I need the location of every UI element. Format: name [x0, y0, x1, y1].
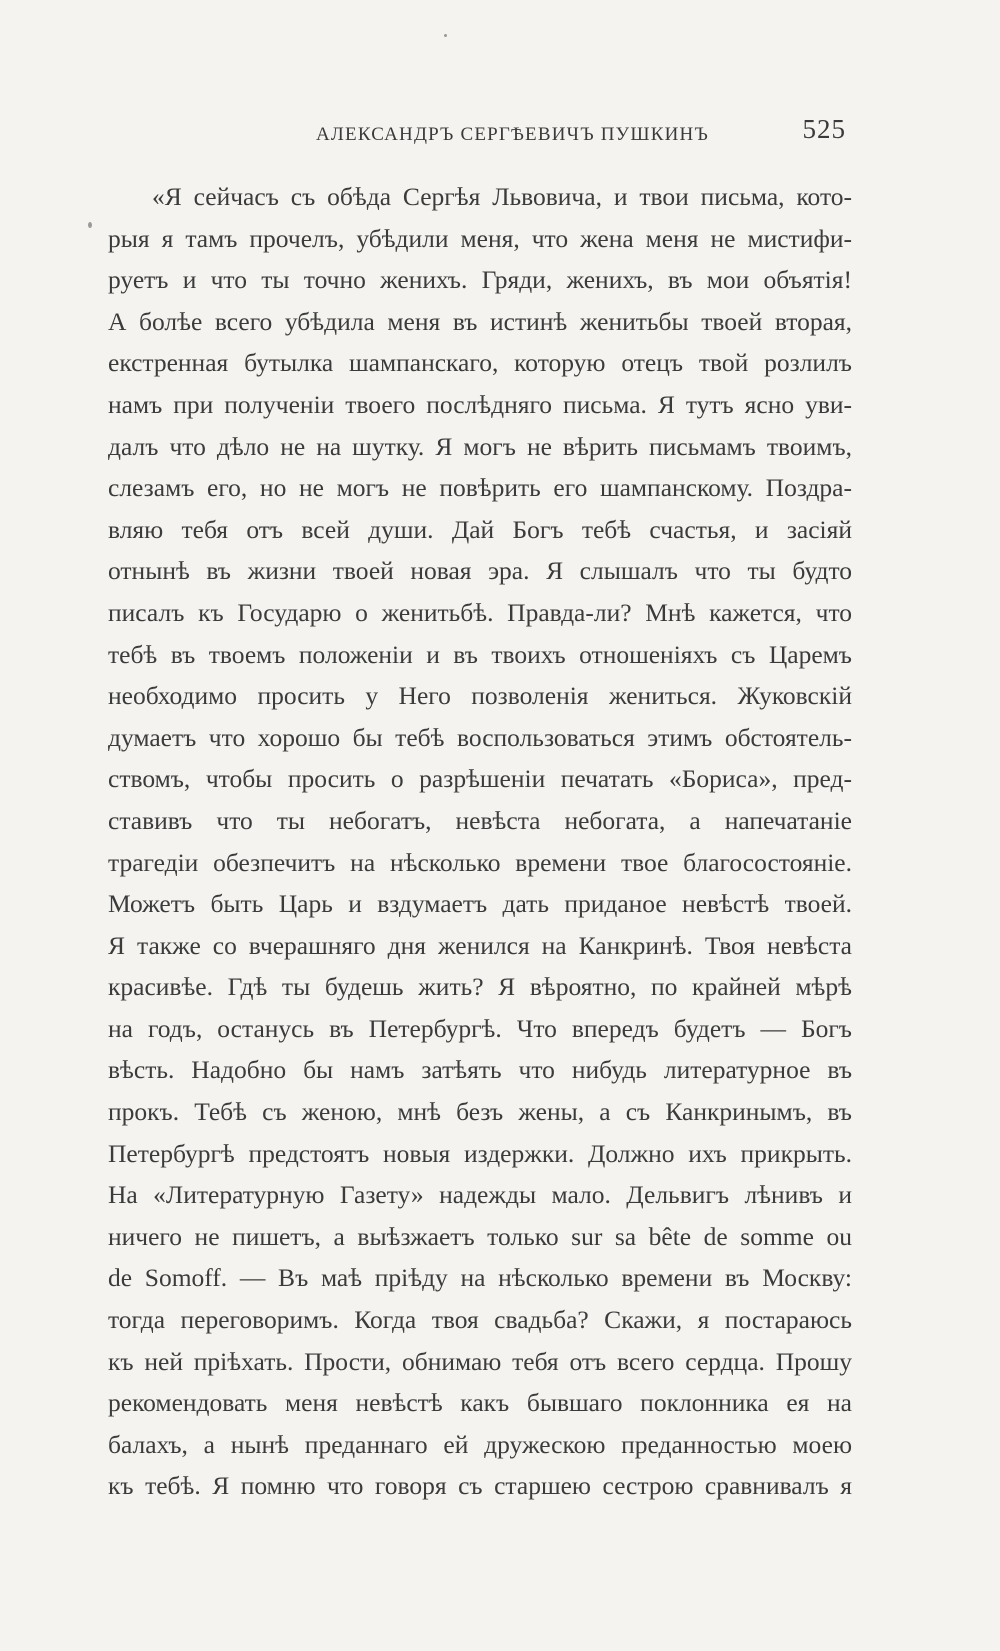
text-line: вляю тебя отъ всей души. Дай Богъ тебѣ счастья, и засіяй [108, 514, 852, 544]
text-line: ставивъ что ты небогатъ, невѣста небогата, а напечатаніе [108, 805, 852, 835]
text-line: de Somoff. — Въ маѣ пріѣду на нѣсколько времени въ Москву: [108, 1263, 852, 1293]
text-line: намъ при полученіи твоего послѣдняго письма. Я тутъ ясно уви- [108, 389, 852, 419]
page-header [108, 112, 848, 152]
text-line: На «Литературную Газету» надежды мало. Дельвигъ лѣнивъ и [108, 1180, 852, 1210]
text-line: необходимо просить у Него позволенія жениться. Жуковскій [108, 681, 852, 711]
text-line: далъ что дѣло не на шутку. Я могъ не вѣрить письмамъ твоимъ, [108, 431, 852, 461]
running-title: АЛЕКСАНДРЪ СЕРГѢЕВИЧЪ ПУШКИНЪ [316, 124, 710, 145]
text-line: Я также со вчерашняго дня женился на Канкринѣ. Твоя невѣста [108, 930, 852, 960]
text-line: къ тебѣ. Я помню что говоря съ старшею сестрою сравнивалъ я [108, 1471, 852, 1501]
text-line: на годъ, останусь въ Петербургѣ. Что впередъ будетъ — Богъ [108, 1013, 852, 1043]
text-line: ствомъ, чтобы просить о разрѣшеніи печатать «Бориса», пред- [108, 764, 852, 794]
text-line: Можетъ быть Царь и вздумаетъ дать приданое невѣстѣ твоей. [108, 889, 852, 919]
body-text [108, 176, 852, 1507]
text-line: отнынѣ въ жизни твоей новая эра. Я слышалъ что ты будто [108, 556, 852, 586]
text-line: балахъ, а нынѣ преданнаго ей дружескою преданностью моею [108, 1429, 852, 1459]
text-line: рекомендовать меня невѣстѣ какъ бывшаго поклонника ея на [108, 1388, 852, 1418]
text-line: прокъ. Тебѣ съ женою, мнѣ безъ жены, а съ Канкринымъ, въ [108, 1097, 852, 1127]
paper-speck [88, 222, 92, 228]
text-line: рыя я тамъ прочелъ, убѣдили меня, что жена меня не мистифи- [108, 223, 852, 253]
text-line: слезамъ его, но не могъ не повѣрить его шампанскому. Поздра- [108, 473, 852, 503]
text-line: Петербургѣ предстоятъ новыя издержки. Должно ихъ прикрыть. [108, 1138, 852, 1168]
text-line: вѣсть. Надобно бы намъ затѣять что нибудь литературное въ [108, 1055, 852, 1085]
text-line: трагедіи обезпечитъ на нѣсколько времени твое благосостояніе. [108, 847, 852, 877]
text-line: писалъ къ Государю о женитьбѣ. Правда-ли? Мнѣ кажется, что [108, 597, 852, 627]
paper-speck [444, 34, 447, 37]
text-line: думаетъ что хорошо бы тебѣ воспользоваться этимъ обстоятель- [108, 722, 852, 752]
text-line: тогда переговоримъ. Когда твоя свадьба? Скажи, я постараюсь [108, 1305, 852, 1335]
text-line: тебѣ въ твоемъ положеніи и въ твоихъ отношеніяхъ съ Царемъ [108, 639, 852, 669]
text-line: А болѣе всего убѣдила меня въ истинѣ женитьбы твоей вторая, [108, 306, 852, 336]
text-line: екстренная бутылка шампанскаго, которую отецъ твой розлилъ [108, 348, 852, 378]
text-line: красивѣе. Гдѣ ты будешь жить? Я вѣроятно, по крайней мѣрѣ [108, 972, 852, 1002]
text-line: къ ней пріѣхать. Прости, обнимаю тебя отъ всего сердца. Прошу [108, 1346, 852, 1376]
page-number: 525 [802, 114, 846, 144]
text-line: руетъ и что ты точно женихъ. Гряди, женихъ, въ мои объятія! [108, 265, 852, 295]
text-line: ничего не пишетъ, а выѣзжаетъ только sur sa bête de somme ou [108, 1221, 852, 1251]
text-line: «Я сейчасъ съ обѣда Сергѣя Львовича, и твои письма, кото- [152, 182, 852, 211]
